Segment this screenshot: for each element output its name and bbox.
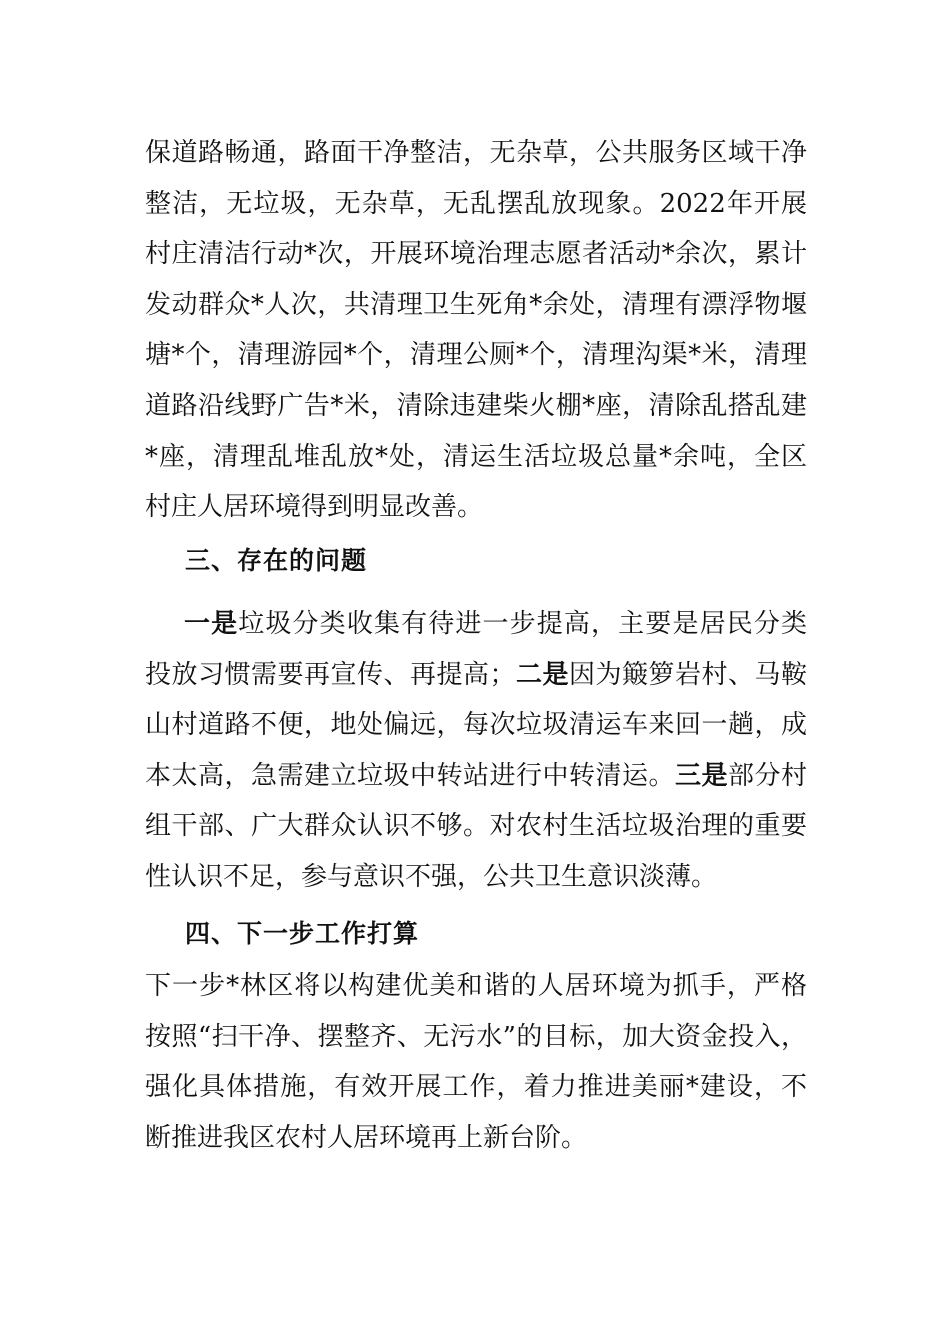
heading-next-steps: 四、下一步工作打算 [185, 919, 420, 948]
problem-lead-2: 二是 [515, 659, 569, 690]
paragraph-environment-results: 保道路畅通，路面干净整洁，无杂草，公共服务区域干净整洁，无垃圾，无杂草，无乱摆乱放现象。2022年开展村庄清洁行动*次，开展环境治理志愿者活动*余次，累计发动群众*人次，共清理卫生死角*余处，清理有漂浮物堰塘*个，清理游园*个，清理公厕*个，清理沟渠*米，清理道路沿线野广告*米，清除违建柴火棚*座，清除乱搭乱建*座，清理乱堆乱放*处，清运生活垃圾总量*余吨，全区村庄人居环境得到明显改善。 [145, 138, 807, 523]
problem-lead-3: 三是 [674, 760, 728, 791]
problem-text-3: 部分村组干部、广大群众认识不够。对农村生活垃圾治理的重要性认识不足，参与意识不强，公共卫生意识淡薄。 [145, 760, 807, 892]
problem-text-2: 因为簸箩岩村、马鞍山村道路不便，地处偏远，每次垃圾清运车来回一趟，成本太高，急需建立垃圾中转站进行中转清运。 [145, 659, 807, 791]
paragraph-problems [145, 599, 807, 903]
heading-existing-problems: 三、存在的问题 [185, 546, 368, 575]
problem-text-1: 垃圾分类收集有待进一步提高，主要是居民分类投放习惯需要再宣传、再提高； [145, 609, 807, 690]
paragraph-next-steps: 下一步*林区将以构建优美和谐的人居环境为抓手，严格按照“扫干净、摆整齐、无污水”的目标，加大资金投入，强化具体措施，有效开展工作，着力推进美丽*建设，不断推进我区农村人居环境再上新台阶。 [145, 971, 807, 1153]
problem-lead-1: 一是 [184, 609, 239, 639]
